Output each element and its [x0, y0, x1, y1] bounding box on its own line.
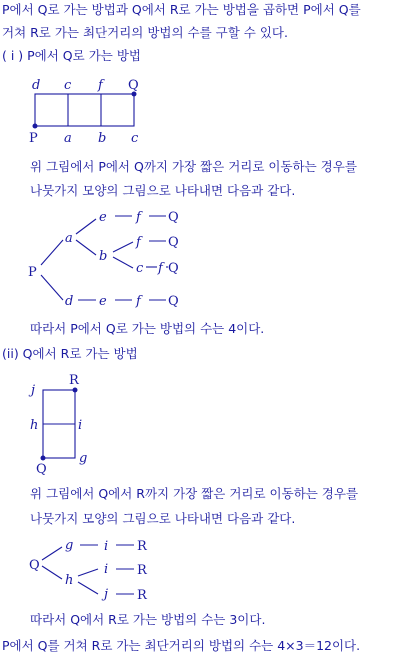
tree1-path4-q: Q [168, 294, 179, 309]
grid1-label-c-top: c [64, 78, 72, 93]
grid2-label-q: Q [36, 462, 47, 477]
tree1-path4-e: e [99, 294, 107, 309]
grid2-label-i: i [78, 418, 83, 433]
tree2-branch-q-g [42, 547, 62, 560]
tree1-path3-f: f [158, 261, 163, 276]
tree1-node-d: d [65, 294, 74, 309]
section2-conclusion: 따라서 Q에서 R로 가는 방법의 수는 3이다. [30, 612, 266, 627]
grid2-label-r: R [69, 373, 79, 388]
grid1-label-c-bottom: c [131, 131, 139, 146]
tree2-node-g: g [65, 538, 74, 553]
tree1-path1-q: Q [168, 210, 179, 225]
tree1-path4-f: f [136, 294, 141, 309]
tree2-path3-r: R [137, 588, 147, 603]
tree1-path3-q: Q [168, 261, 179, 276]
tree2-path1-r: R [137, 539, 147, 554]
tree1-path3-c: c [136, 261, 144, 276]
grid1-label-b: b [98, 131, 107, 146]
grid1-label-q: Q [128, 78, 139, 93]
tree2-root-q: Q [29, 558, 40, 573]
section1-desc-1: 위 그림에서 P에서 Q까지 가장 짧은 거리로 이동하는 경우를 [30, 159, 357, 174]
tree2-branch-q-h [42, 566, 62, 579]
final-statement: P에서 Q를 거쳐 R로 가는 최단거리의 방법의 수는 4×3＝12이다. [2, 638, 361, 653]
tree1-path1-e: e [99, 210, 107, 225]
tree1-root-p: P [28, 265, 37, 280]
intro-line-2: 거쳐 R로 가는 최단거리의 방법의 수를 구할 수 있다. [2, 25, 288, 40]
section1-conclusion: 따라서 P에서 Q로 가는 방법의 수는 4이다. [30, 321, 265, 336]
grid1-label-a: a [64, 131, 72, 146]
tree1-path2-q: Q [168, 235, 179, 250]
tree2-branch-h-j [78, 582, 98, 594]
tree2-path3-j: j [104, 587, 109, 602]
tree2-node-h: h [65, 573, 74, 588]
section2-desc-1: 위 그림에서 Q에서 R까지 가장 짧은 거리로 이동하는 경우를 [30, 486, 359, 501]
grid2-label-j: j [31, 383, 36, 398]
section2-heading: (ii) Q에서 R로 가는 방법 [2, 346, 138, 361]
section1-desc-2: 나뭇가지 모양의 그림으로 나타내면 다음과 같다. [30, 183, 296, 198]
section1-heading: ( i ) P에서 Q로 가는 방법 [2, 48, 141, 63]
grid1-label-f: f [98, 78, 103, 93]
tree2-path2-r: R [137, 563, 147, 578]
section2-desc-2: 나뭇가지 모양의 그림으로 나타내면 다음과 같다. [30, 511, 296, 526]
tree2-path1-i: i [104, 539, 109, 554]
tree1-path1-f: f [136, 210, 141, 225]
tree1-node-b: b [99, 249, 108, 264]
intro-line-1: P에서 Q로 가는 방법과 Q에서 R로 가는 방법을 곱하면 P에서 Q를 [2, 2, 361, 17]
tree1-node-a: a [65, 231, 73, 246]
grid1-label-p: P [29, 131, 38, 146]
grid2-label-g: g [79, 451, 88, 466]
tree1-path2-f: f [136, 235, 141, 250]
grid1-label-d: d [32, 78, 41, 93]
grid2-label-h: h [30, 418, 39, 433]
tree2-branch-h-i [78, 569, 98, 576]
tree2-path2-i: i [104, 562, 109, 577]
